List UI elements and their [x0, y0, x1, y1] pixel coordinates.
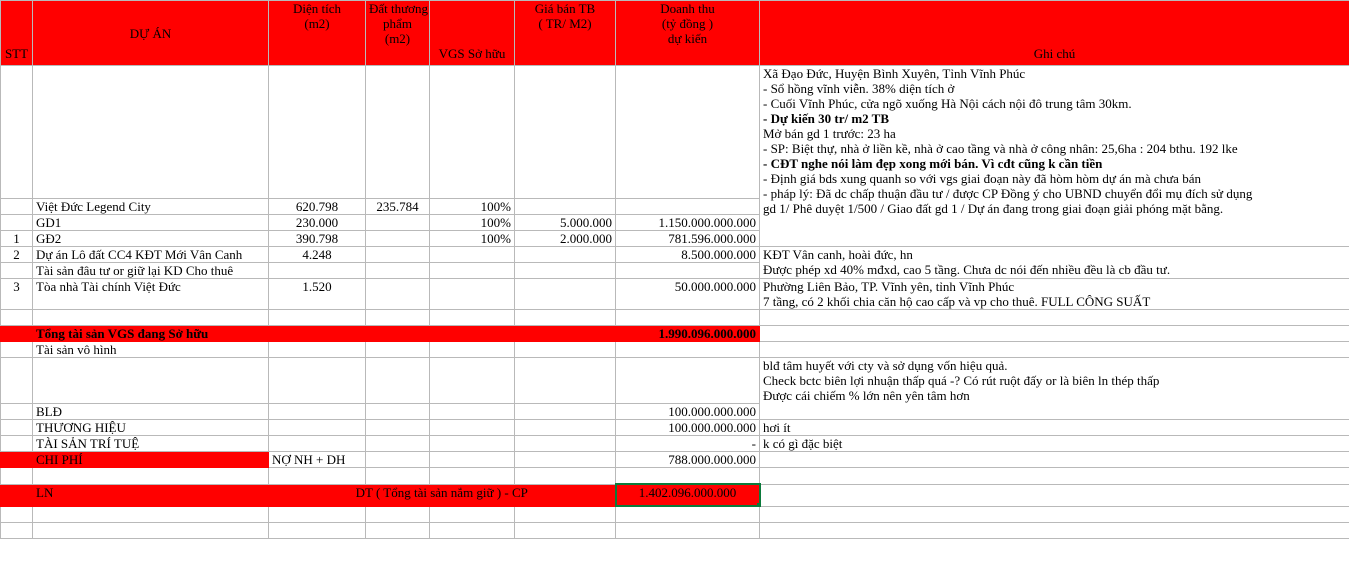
cell-revenue[interactable]	[616, 263, 760, 279]
cell-blank[interactable]	[269, 342, 366, 358]
cell-empty-price[interactable]	[515, 66, 616, 199]
cell-revenue[interactable]: 781.596.000.000	[616, 231, 760, 247]
cell-blank[interactable]	[269, 310, 366, 326]
cell-project-name[interactable]: Dự án Lô đất CC4 KĐT Mới Vân Canh	[33, 247, 269, 263]
cell-commercial-area[interactable]: 235.784	[366, 199, 430, 215]
header-note: Ghi chú	[760, 1, 1349, 66]
cell-commercial-area[interactable]	[366, 231, 430, 247]
cell-area[interactable]: 390.798	[269, 231, 366, 247]
intangible-row	[1, 342, 1349, 358]
note-line: Được cái chiếm % lớn nên yên tâm hơn	[763, 388, 970, 403]
cell-blank[interactable]	[515, 452, 616, 468]
note-line: blđ tâm huyết với cty và sở dụng vốn hiệu quả.	[763, 358, 1008, 373]
cell-blank[interactable]	[515, 342, 616, 358]
cell-blank[interactable]	[515, 436, 616, 452]
cell-revenue[interactable]: 8.500.000.000	[616, 247, 760, 263]
cell-commercial-area[interactable]	[366, 215, 430, 231]
cell-blank[interactable]	[366, 523, 430, 539]
cell-project-name[interactable]: Tài sản đâu tư or giữ lại KD Cho thuê	[33, 263, 269, 279]
cell-blank[interactable]	[366, 342, 430, 358]
cell-blank[interactable]	[616, 342, 760, 358]
cell-price[interactable]	[515, 263, 616, 279]
cell-blank[interactable]	[616, 506, 760, 523]
header-commercial-line1: Đất thương	[369, 1, 429, 16]
cell-blank[interactable]	[515, 506, 616, 523]
cell-ownership[interactable]	[430, 263, 515, 279]
cell-brand-note[interactable]: hơi ít	[760, 420, 1349, 436]
cell-ownership[interactable]: 100%	[430, 215, 515, 231]
cell-blank[interactable]	[760, 342, 1349, 358]
note-line: 7 tầng, có 2 khối chia căn hộ cao cấp và vp cho thuê. FULL CÔNG SUẤT	[763, 294, 1151, 309]
cell-cost-label[interactable]: CHI PHÍ	[33, 452, 269, 468]
cell-ownership[interactable]: 100%	[430, 231, 515, 247]
cell-revenue[interactable]	[616, 199, 760, 215]
cell-blank[interactable]	[430, 358, 515, 404]
cell-blank[interactable]	[33, 358, 269, 404]
cell-blank[interactable]	[269, 468, 366, 485]
cell-blank[interactable]	[616, 358, 760, 404]
cell-empty-ownership[interactable]	[430, 66, 515, 199]
cell-total-label[interactable]: Tổng tài sản VGS đang Sở hữu	[33, 326, 269, 342]
cell-blank[interactable]	[269, 436, 366, 452]
cell-blank[interactable]	[430, 436, 515, 452]
note-line: Xã Đạo Đức, Huyện Bình Xuyên, Tỉnh Vĩnh Phúc	[763, 66, 1026, 81]
cell-cost-sub[interactable]: NỢ NH + DH	[269, 452, 366, 468]
table-header-row	[1, 1, 1349, 66]
note-line: Được phép xd 40% mđxd, cao 5 tầng. Chưa dc nói đến nhiều đều là cb đầu tư.	[763, 262, 1171, 277]
note-line: gd 1/ Phê duyệt 1/500 / Giao đất gd 1 / Dự án đang trong giai đoạn giải phóng mặt bằng.	[763, 201, 1224, 216]
cell-blank[interactable]	[33, 523, 269, 539]
cell-ip-label[interactable]: TÀI SẢN TRÍ TUỆ	[33, 436, 269, 452]
cell-stt[interactable]	[1, 263, 33, 279]
cell-profit-stt[interactable]	[1, 484, 33, 506]
cell-blank[interactable]	[1, 404, 33, 420]
cell-blank[interactable]	[366, 436, 430, 452]
cell-blank[interactable]	[366, 452, 430, 468]
cost-row	[1, 452, 1349, 468]
cell-project-name[interactable]: GD1	[33, 215, 269, 231]
note-project-3[interactable]	[760, 279, 1349, 310]
table-row	[1, 279, 1349, 310]
profit-row	[1, 484, 1349, 506]
header-area-line1: Diện tích	[292, 1, 341, 16]
cell-ownership[interactable]	[430, 279, 515, 310]
cell-area[interactable]: 4.248	[269, 247, 366, 263]
cell-empty-area[interactable]	[269, 66, 366, 199]
note-line: Check bctc biên lợi nhuận thấp quá -? Có rút ruột đấy or là biên ln thép thấp	[763, 373, 1160, 388]
cell-blank[interactable]	[430, 310, 515, 326]
spacer-row	[1, 310, 1349, 326]
cell-total-note[interactable]	[760, 326, 1349, 342]
cell-blank[interactable]	[760, 468, 1349, 485]
cell-blank[interactable]	[269, 404, 366, 420]
cell-bld-label[interactable]: BLĐ	[33, 404, 269, 420]
note-line: - Sổ hồng vĩnh viễn. 38% diện tích ở	[763, 81, 955, 96]
cell-blank[interactable]	[33, 506, 269, 523]
cell-commercial-area[interactable]	[366, 247, 430, 263]
cell-commercial-area[interactable]	[366, 263, 430, 279]
cell-blank[interactable]	[269, 420, 366, 436]
header-ownership: VGS Sở hữu	[430, 1, 515, 66]
header-price-line2: ( TR/ M2)	[538, 16, 592, 31]
profit-value-text: 1.402.096.000.000	[638, 485, 737, 500]
note-project-2[interactable]	[760, 247, 1349, 279]
cell-blank[interactable]	[1, 342, 33, 358]
cell-empty-stt[interactable]	[1, 66, 33, 199]
cell-ownership[interactable]: 100%	[430, 199, 515, 215]
cell-blank[interactable]	[1, 310, 33, 326]
cell-blank[interactable]	[430, 468, 515, 485]
cell-project-name[interactable]: Việt Đức Legend City	[33, 199, 269, 215]
cell-blank[interactable]	[1, 420, 33, 436]
cell-stt[interactable]: 1	[1, 231, 33, 247]
cell-blank[interactable]	[1, 436, 33, 452]
cell-blank[interactable]	[1, 468, 33, 485]
note-project-1[interactable]	[760, 66, 1349, 247]
cell-profit-label[interactable]: LN	[33, 484, 269, 506]
cell-blank[interactable]	[760, 506, 1349, 523]
note-line: KĐT Vân canh, hoài đức, hn	[763, 247, 913, 262]
cell-blank[interactable]	[515, 358, 616, 404]
cell-revenue[interactable]: 50.000.000.000	[616, 279, 760, 310]
brand-row	[1, 420, 1349, 436]
cell-blank[interactable]	[616, 468, 760, 485]
cell-brand-value[interactable]: 100.000.000.000	[616, 420, 760, 436]
cell-blank[interactable]	[515, 468, 616, 485]
cell-blank[interactable]	[1, 523, 33, 539]
header-commercial-land	[366, 1, 430, 66]
cell-empty-revenue[interactable]	[616, 66, 760, 199]
cell-blank[interactable]	[1, 506, 33, 523]
header-commercial-line2: phẩm	[383, 16, 412, 31]
cell-total-commercial[interactable]	[366, 326, 430, 342]
cell-profit-value[interactable]	[616, 484, 760, 506]
cell-cost-value[interactable]: 788.000.000.000	[616, 452, 760, 468]
cell-profit-formula[interactable]: DT ( Tổng tài sản nắm giữ ) - CP	[269, 484, 616, 506]
header-revenue-line3: dự kiến	[667, 31, 708, 46]
cell-blank[interactable]	[430, 342, 515, 358]
cell-total-stt[interactable]	[1, 326, 33, 342]
header-area	[269, 1, 366, 66]
cell-stt[interactable]	[1, 199, 33, 215]
cell-total-area[interactable]	[269, 326, 366, 342]
cell-area[interactable]	[269, 263, 366, 279]
cell-project-name[interactable]: Tòa nhà Tài chính Việt Đức	[33, 279, 269, 310]
header-revenue-line1: Doanh thu	[660, 1, 715, 16]
spacer-row	[1, 523, 1349, 539]
cell-blank[interactable]	[515, 404, 616, 420]
cell-blank[interactable]	[366, 420, 430, 436]
cell-blank[interactable]	[366, 468, 430, 485]
cell-blank[interactable]	[616, 523, 760, 539]
header-revenue-line2: (tỷ đồng )	[661, 16, 714, 31]
cell-blank[interactable]	[430, 523, 515, 539]
header-price	[515, 1, 616, 66]
cell-blank[interactable]	[366, 506, 430, 523]
cell-area[interactable]: 1.520	[269, 279, 366, 310]
selection-handle[interactable]	[757, 503, 760, 506]
cell-brand-label[interactable]: THƯƠNG HIỆU	[33, 420, 269, 436]
cell-blank[interactable]	[366, 404, 430, 420]
cell-price[interactable]: 5.000.000	[515, 215, 616, 231]
cell-blank[interactable]	[430, 404, 515, 420]
cell-blank[interactable]	[430, 506, 515, 523]
cell-empty-commercial[interactable]	[366, 66, 430, 199]
cell-blank[interactable]	[760, 452, 1349, 468]
header-stt: STT	[1, 1, 33, 66]
cell-blank[interactable]	[366, 358, 430, 404]
cell-intangible-label[interactable]: Tài sản vô hình	[33, 342, 269, 358]
note-line: Mở bán gd 1 trước: 23 ha	[763, 126, 896, 141]
cell-blank[interactable]	[269, 358, 366, 404]
header-revenue	[616, 1, 760, 66]
cell-ip-value[interactable]: -	[616, 436, 760, 452]
cell-blank[interactable]	[616, 310, 760, 326]
cell-blank[interactable]	[515, 523, 616, 539]
cell-stt[interactable]	[1, 215, 33, 231]
bld-note-spacer-row	[1, 358, 1349, 404]
cell-ownership[interactable]	[430, 247, 515, 263]
header-project: DỰ ÁN	[33, 1, 269, 66]
cell-stt[interactable]: 2	[1, 247, 33, 263]
cell-blank[interactable]	[269, 523, 366, 539]
cell-total-price[interactable]	[515, 326, 616, 342]
cell-blank[interactable]	[760, 523, 1349, 539]
cell-area[interactable]: 230.000	[269, 215, 366, 231]
table-row	[1, 247, 1349, 263]
cell-blank[interactable]	[760, 484, 1349, 506]
note-line: - Dự kiến 30 tr/ m2 TB	[763, 111, 890, 126]
cell-price[interactable]	[515, 247, 616, 263]
cell-blank[interactable]	[515, 310, 616, 326]
total-assets-row	[1, 326, 1349, 342]
cell-blank[interactable]	[430, 420, 515, 436]
note-bld[interactable]	[760, 358, 1349, 420]
cell-revenue[interactable]: 1.150.000.000.000	[616, 215, 760, 231]
ip-row	[1, 436, 1349, 452]
cell-ip-note[interactable]: k có gì đặc biệt	[760, 436, 1349, 452]
cell-total-ownership[interactable]	[430, 326, 515, 342]
cell-blank[interactable]	[515, 420, 616, 436]
cell-blank[interactable]	[366, 310, 430, 326]
header-commercial-line3: (m2)	[384, 31, 411, 46]
cell-blank[interactable]	[430, 452, 515, 468]
cell-cost-stt[interactable]	[1, 452, 33, 468]
cell-area[interactable]: 620.798	[269, 199, 366, 215]
header-price-line1: Giá bán TB	[534, 1, 596, 16]
note-line: - Cuối Vĩnh Phúc, cửa ngõ xuống Hà Nội cách nội đô trung tâm 30km.	[763, 96, 1132, 111]
cell-blank[interactable]	[33, 310, 269, 326]
note-line: Phường Liên Bảo, TP. Vĩnh yên, tỉnh Vĩnh Phúc	[763, 279, 1015, 294]
cell-bld-value[interactable]: 100.000.000.000	[616, 404, 760, 420]
cell-stt[interactable]: 3	[1, 279, 33, 310]
note-line: - CĐT nghe nói làm đẹp xong mới bán. Vì cđt cũng k cần tiền	[763, 156, 1103, 171]
cell-blank[interactable]	[1, 358, 33, 404]
note-line: - pháp lý: Đã dc chấp thuận đầu tư / được CP Đồng ý cho UBND chuyển đổi mụ đích sử dụng	[763, 186, 1253, 201]
cell-project-name[interactable]: GĐ2	[33, 231, 269, 247]
cell-price[interactable]	[515, 199, 616, 215]
header-area-line2: (m2)	[304, 16, 330, 31]
cell-price[interactable]: 2.000.000	[515, 231, 616, 247]
cell-empty-project[interactable]	[33, 66, 269, 199]
cell-blank[interactable]	[33, 468, 269, 485]
project1-note-block-row	[1, 66, 1349, 199]
spacer-row	[1, 468, 1349, 485]
note-line: - SP: Biệt thự, nhà ở liền kề, nhà ở cao tầng và nhà ở công nhân: 25,6ha : 204 bthu. 192 lke	[763, 141, 1238, 156]
cell-blank[interactable]	[269, 506, 366, 523]
cell-blank[interactable]	[760, 310, 1349, 326]
cell-commercial-area[interactable]	[366, 279, 430, 310]
note-line: - Định giá bds xung quanh so với vgs giai đoạn này đã hòm hòm dự án mà chưa bán	[763, 171, 1201, 186]
spacer-row	[1, 506, 1349, 523]
cell-price[interactable]	[515, 279, 616, 310]
cell-total-value[interactable]: 1.990.096.000.000	[616, 326, 760, 342]
